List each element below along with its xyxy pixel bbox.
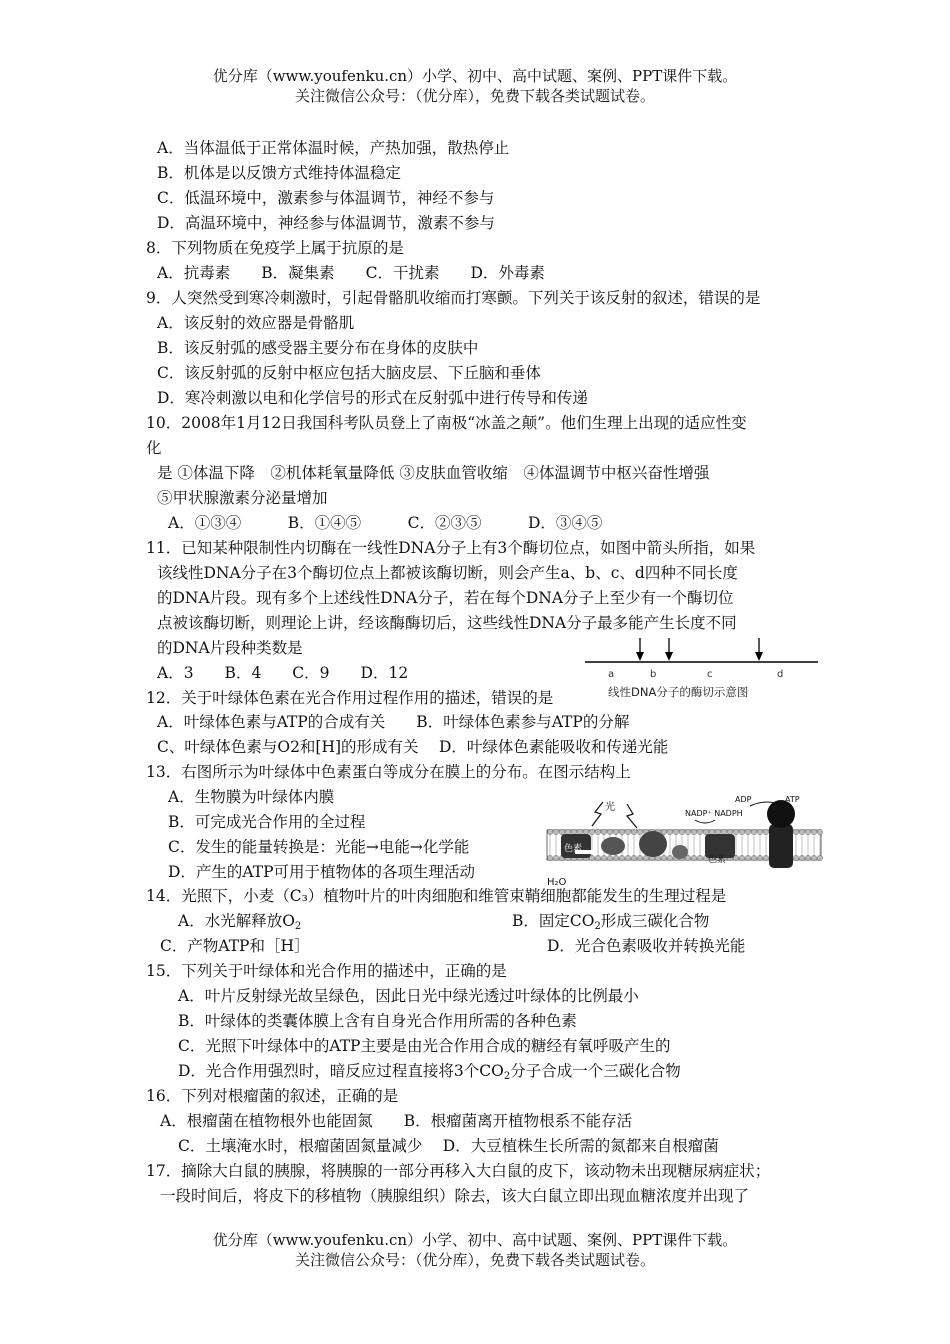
- q16-options-ab: A．根瘤菌在植物根外也能固氮 B．根瘤菌离开植物根系不能存活: [160, 1112, 633, 1130]
- lipid-head: [691, 855, 696, 860]
- lipid-head: [661, 829, 666, 834]
- segment-label-b: b: [650, 669, 657, 680]
- q13-option-c: C．发生的能量转换是：光能→电能→化学能: [168, 838, 470, 856]
- lipid-head: [763, 829, 768, 834]
- q11-options: A．3 B．4 C．9 D．12: [157, 664, 409, 682]
- lipid-head: [739, 855, 744, 860]
- lipid-head: [757, 855, 762, 860]
- lipid-head: [757, 829, 762, 834]
- lipid-head: [709, 829, 714, 834]
- lipid-head: [625, 829, 630, 834]
- lipid-head: [553, 829, 558, 834]
- q11-stem-5: 的DNA片段种类数是: [157, 639, 303, 657]
- protein-complex: [639, 831, 667, 857]
- q12-stem: 12．关于叶绿体色素在光合作用过程作用的描述，错误的是: [146, 689, 554, 707]
- lipid-head: [793, 855, 798, 860]
- lipid-head: [613, 855, 618, 860]
- q12-options-ab: A．叶绿体色素与ATP的合成有关 B．叶绿体色素参与ATP的分解: [157, 713, 630, 731]
- q15-option-c: C．光照下叶绿体中的ATP主要是由光合作用合成的糖经有氧呼吸产生的: [178, 1037, 671, 1055]
- segment-label-a: a: [608, 669, 615, 680]
- nadp-arrow: [695, 820, 715, 823]
- q12-options-cd: C、叶绿体色素与O2和[H]的形成有关 D．叶绿体色素能吸收和传递光能: [157, 738, 669, 756]
- electron-carrier-1: [601, 837, 625, 855]
- q10-stem-2: 化: [146, 439, 162, 457]
- lipid-head: [631, 855, 636, 860]
- q16-options-cd: C．土壤淹水时，根瘤菌固氮量减少 D．大豆植株生长所需的氮都来自根瘤菌: [178, 1137, 719, 1155]
- lipid-head: [667, 829, 672, 834]
- q13-option-a: A．生物膜为叶绿体内膜: [168, 788, 335, 806]
- lipid-head: [595, 855, 600, 860]
- cut-arrow-2: [665, 638, 673, 661]
- q13-stem: 13．右图所示为叶绿体中色素蛋白等成分在膜上的分布。在图示结构上: [146, 763, 631, 781]
- cut-arrow-1: [636, 638, 644, 661]
- water-label: H₂O: [547, 877, 567, 888]
- q13-option-d: D．产生的ATP可用于植物体的各项生理活动: [168, 863, 476, 881]
- q11-stem-4: 点被该酶切断，则理论上讲，经该酶酶切后，这些线性DNA分子最多能产生长度不同: [157, 614, 737, 632]
- lipid-head: [685, 829, 690, 834]
- q7-option-d: D．高温环境中，神经参与体温调节，激素不参与: [157, 214, 495, 232]
- q7-option-c: C．低温环境中，激素参与体温调节，神经不参与: [157, 189, 495, 207]
- q16-stem: 16．下列对根瘤菌的叙述，正确的是: [146, 1087, 399, 1105]
- lipid-head: [643, 855, 648, 860]
- lipid-head: [751, 855, 756, 860]
- q9-option-c: C．该反射弧的反射中枢应包括大脑皮层、下丘脑和垂体: [157, 364, 541, 382]
- q7-option-b: B．机体是以反馈方式维持体温稳定: [157, 164, 401, 182]
- q11-stem-3: 的DNA片段。现有多个上述线性DNA分子，若在每个DNA分子上至少有一个酶切位: [157, 589, 734, 607]
- q14-option-a: A．水光解释放$O_2$: [178, 912, 302, 932]
- lipid-head: [715, 829, 720, 834]
- lipid-head: [565, 829, 570, 834]
- lipid-head: [739, 829, 744, 834]
- lipid-head: [805, 855, 810, 860]
- lipid-head: [553, 855, 558, 860]
- pigment-label-1: 色素: [564, 844, 583, 854]
- lipid-head: [601, 855, 606, 860]
- footer-line-2: 关注微信公众号：（优分库），免费下载各类试题试卷。: [294, 1251, 655, 1269]
- q13-option-b: B．可完成光合作用的全过程: [168, 813, 366, 831]
- q8-stem: 8．下列物质在免疫学上属于抗原的是: [146, 239, 404, 257]
- header-line-1: 优分库（www.youfenku.cn）小学、初中、高中试题、案例、PPT课件下载。: [212, 67, 738, 85]
- dna-diagram-caption: 线性DNA分子的酶切示意图: [608, 685, 749, 699]
- q15-stem: 15．下列关于叶绿体和光合作用的描述中，正确的是: [146, 962, 507, 980]
- q15-option-a: A．叶片反射绿光故呈绿色，因此日光中绿光透过叶绿体的比例最小: [178, 987, 639, 1005]
- q15-option-b: B．叶绿体的类囊体膜上含有自身光合作用所需的各种色素: [178, 1012, 577, 1030]
- lipid-head: [595, 829, 600, 834]
- lipid-head: [571, 829, 576, 834]
- lipid-head: [697, 829, 702, 834]
- lipid-head: [607, 855, 612, 860]
- q14-option-d: D．光合色素吸收并转换光能: [547, 937, 746, 955]
- nadp-label: NADP⁺ NADPH: [685, 809, 743, 818]
- lipid-head: [805, 829, 810, 834]
- q17-stem-1: 17．摘除大白鼠的胰腺，将胰腺的一部分再移入大白鼠的皮下，该动物未出现糖尿病症状；: [146, 1162, 771, 1180]
- q17-stem-2: 一段时间后，将皮下的移植物（胰腺组织）除去，该大白鼠立即出现血糖浓度并出现了: [160, 1187, 750, 1205]
- segment-label-c: c: [707, 669, 713, 680]
- lipid-head: [745, 855, 750, 860]
- q15-option-d: D．光合作用强烈时，暗反应过程直接将3个$CO_2$分子合成一个三碳化合物: [178, 1062, 681, 1082]
- light-arrow-1: [592, 802, 603, 826]
- cut-arrow-3: [755, 638, 763, 661]
- lipid-head: [811, 855, 816, 860]
- lipid-head: [661, 855, 666, 860]
- lipid-head: [625, 855, 630, 860]
- lipid-head: [547, 829, 552, 834]
- header-line-2: 关注微信公众号：（优分库），免费下载各类试题试卷。: [294, 87, 655, 105]
- q11-stem-2: 该线性DNA分子在3个酶切位点上都被该酶切断，则会产生a、b、c、d四种不同长度: [157, 564, 738, 582]
- lipid-head: [631, 829, 636, 834]
- q10-options: A．①③④ B．①④⑤ C．②③⑤ D．③④⑤: [168, 514, 603, 532]
- lipid-head: [583, 829, 588, 834]
- q11-stem-1: 11．已知某种限制性内切酶在一线性DNA分子上有3个酶切位点，如图中箭头所指，如果: [146, 539, 756, 557]
- segment-label-d: d: [777, 669, 784, 680]
- lipid-head: [637, 829, 642, 834]
- q7-option-a: A．当体温低于正常体温时候，产热加强，散热停止: [157, 139, 510, 157]
- light-label: 光: [605, 802, 615, 813]
- lipid-head: [745, 829, 750, 834]
- lipid-head: [619, 855, 624, 860]
- lipid-head: [697, 855, 702, 860]
- lipid-head: [817, 855, 822, 860]
- lipid-head: [547, 855, 552, 860]
- q9-option-d: D．寒冷刺激以电和化学信号的形式在反射弧中进行传导和传递: [157, 389, 588, 407]
- q9-stem: 9．人突然受到寒冷刺激时，引起骨骼肌收缩而打寒颤。下列关于该反射的叙述，错误的是: [146, 289, 761, 307]
- lipid-head: [691, 829, 696, 834]
- q9-option-a: A．该反射的效应器是骨骼肌: [157, 314, 355, 332]
- lipid-head: [619, 829, 624, 834]
- pigment-label-2: 色素: [708, 855, 727, 865]
- lipid-head: [577, 829, 582, 834]
- lipid-head: [751, 829, 756, 834]
- adp-label: ADP: [735, 795, 752, 804]
- q10-stem-1: 10．2008年1月12日我国科考队员登上了南极“冰盖之颠”。他们生理上出现的适应性变: [146, 414, 747, 432]
- q10-stem-3: 是 ①体温下降 ②机体耗氧量降低 ③皮肤血管收缩 ④体温调节中枢兴奋性增强: [157, 464, 710, 482]
- lipid-head: [763, 855, 768, 860]
- lipid-head: [613, 829, 618, 834]
- lipid-head: [667, 855, 672, 860]
- lipid-head: [811, 829, 816, 834]
- lipid-head: [799, 855, 804, 860]
- lipid-head: [637, 855, 642, 860]
- lipid-head: [799, 829, 804, 834]
- lipid-head: [589, 829, 594, 834]
- lipid-head: [601, 829, 606, 834]
- electron-carrier-2: [672, 845, 688, 859]
- lipid-head: [733, 829, 738, 834]
- dna-cut-diagram: [580, 632, 825, 702]
- q10-stem-4: ⑤甲状腺激素分泌量增加: [157, 489, 328, 507]
- q9-option-b: B．该反射弧的感受器主要分布在身体的皮肤中: [157, 339, 479, 357]
- thylakoid-membrane-diagram: [545, 790, 825, 888]
- atp-label: ATP: [785, 795, 800, 804]
- q8-options: A．抗毒素 B．凝集素 C．干扰素 D．外毒素: [157, 264, 545, 282]
- lipid-head: [673, 829, 678, 834]
- q14-option-b: B．固定$CO_2$形成三碳化合物: [512, 912, 710, 932]
- lipid-head: [607, 829, 612, 834]
- lipid-head: [721, 829, 726, 834]
- lipid-head: [679, 829, 684, 834]
- lipid-head: [727, 829, 732, 834]
- lipid-head: [703, 829, 708, 834]
- lipid-head: [559, 829, 564, 834]
- atp-synthase-stalk: [769, 824, 793, 868]
- light-arrow-2: [627, 804, 637, 828]
- q14-stem: 14．光照下，小麦（C₃）植物叶片的叶肉细胞和维管束鞘细胞都能发生的生理过程是: [146, 887, 727, 905]
- footer-line-1: 优分库（www.youfenku.cn）小学、初中、高中试题、案例、PPT课件下载。: [212, 1231, 738, 1249]
- lipid-head: [793, 829, 798, 834]
- q14-option-c: C．产物ATP和［H］: [160, 937, 310, 955]
- lipid-head: [817, 829, 822, 834]
